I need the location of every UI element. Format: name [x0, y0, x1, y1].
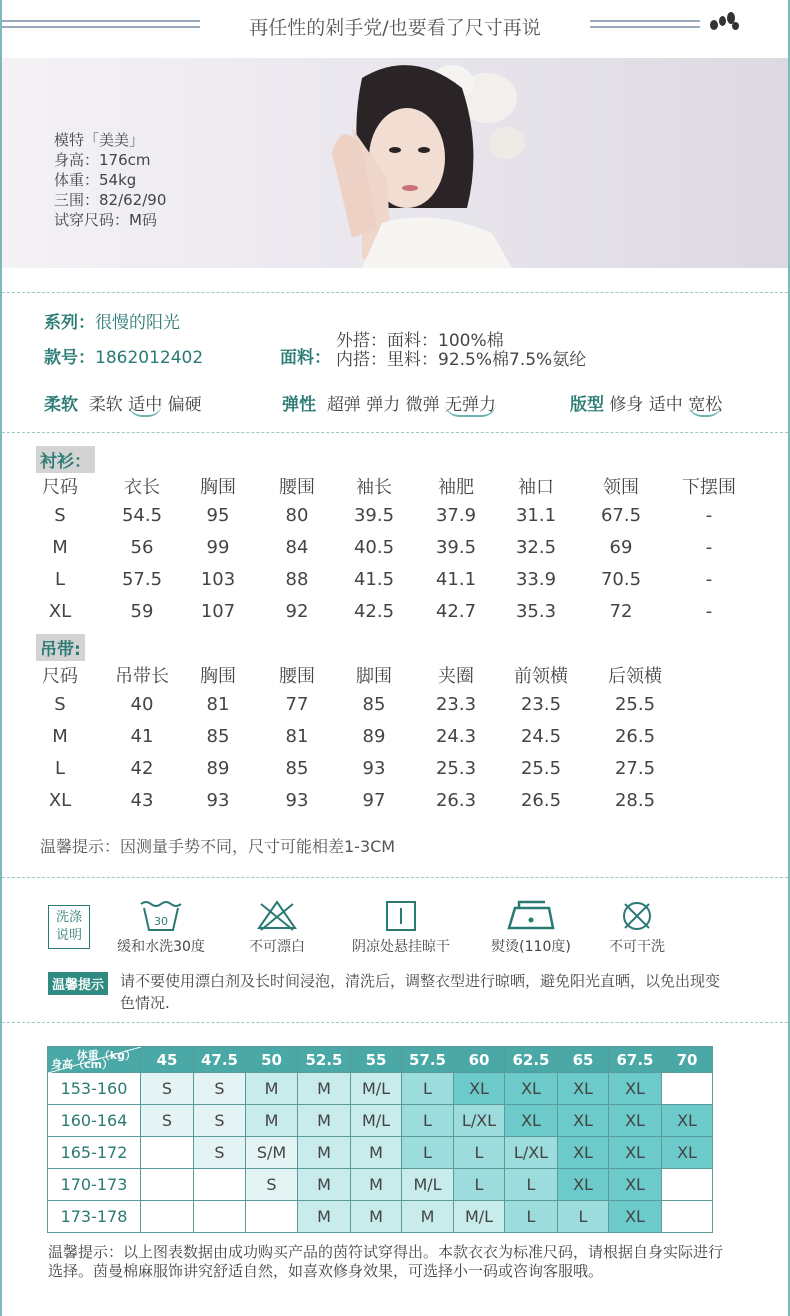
table-cell: 42.5	[353, 601, 395, 622]
table-cell: XL	[48, 790, 72, 811]
no-dry-clean-icon	[619, 898, 655, 934]
weight-header-cell: 52.5	[298, 1047, 351, 1073]
size-cell	[141, 1137, 194, 1169]
table-cell: S	[54, 694, 66, 715]
table-cell: 77	[285, 694, 309, 715]
iron-110-icon	[505, 898, 557, 934]
series-info	[44, 308, 180, 333]
size-cell: XL	[609, 1169, 662, 1201]
page-title: 再任性的剁手党/也要看了尺寸再说	[200, 13, 590, 40]
size-cell: XL	[609, 1105, 662, 1137]
softness-option: 偏硬	[167, 395, 202, 415]
table-cell: 85	[285, 758, 309, 779]
table-header-row	[0, 662, 790, 692]
brand-logo-icon	[710, 10, 740, 32]
table-cell: 41	[130, 726, 154, 747]
measure-note: 温馨提示：因测量手势不同，尺寸可能相差1-3CM	[40, 837, 396, 856]
table-cell: S	[54, 505, 66, 526]
height-cell: 173-178	[48, 1201, 141, 1233]
table-cell: 40	[130, 694, 154, 715]
table-cell: 31.1	[515, 505, 557, 526]
size-cell: L	[505, 1169, 558, 1201]
size-cell: S	[246, 1169, 298, 1201]
size-cell: M	[298, 1169, 351, 1201]
table-cell: 28.5	[614, 790, 656, 811]
series-label: 系列：	[44, 313, 95, 333]
fit-row	[570, 390, 722, 417]
table-cell: 37.9	[435, 505, 477, 526]
table-cell: 70.5	[600, 569, 642, 590]
size-cell: L	[402, 1105, 454, 1137]
size-cell: XL	[558, 1137, 609, 1169]
fabric-inner: 内搭：里料：92.5%棉7.5%氨纶	[336, 350, 587, 370]
care-tip-badge: 温馨提示	[48, 972, 108, 995]
table-cell: 41.1	[435, 569, 477, 590]
size-cell: L	[558, 1201, 609, 1233]
size-cell: XL	[505, 1105, 558, 1137]
elastic-option: 超弹	[326, 395, 361, 415]
table-cell: 26.3	[435, 790, 477, 811]
table-cell: 43	[130, 790, 154, 811]
table-header-cell: 腰围	[279, 477, 315, 498]
table-row	[48, 1137, 713, 1169]
table-header-cell: 袖长	[356, 477, 392, 498]
size-cell: S	[194, 1137, 246, 1169]
table-cell: 59	[130, 601, 154, 622]
table-cell: 54.5	[121, 505, 163, 526]
wash-item-label: 缓和水洗30度	[117, 939, 205, 955]
corner-weight-label: 体重（kg）	[76, 1049, 136, 1062]
table-row	[0, 694, 790, 724]
table-header-cell: 前领横	[514, 666, 568, 687]
hand-wash-30-icon	[139, 898, 183, 934]
weight-header-cell: 50	[246, 1047, 298, 1073]
size-cell: XL	[505, 1073, 558, 1105]
table-cell: 107	[200, 601, 236, 622]
table-cell: 25.5	[520, 758, 562, 779]
size-cell: S	[141, 1105, 194, 1137]
weight-header-cell: 55	[351, 1047, 402, 1073]
size-cell: XL	[609, 1137, 662, 1169]
model-photo	[292, 58, 552, 268]
height-cell: 153-160	[48, 1073, 141, 1105]
table-cell: 80	[285, 505, 309, 526]
table-row	[48, 1073, 713, 1105]
table-header-cell: 衣长	[124, 477, 160, 498]
size-cell: XL	[558, 1169, 609, 1201]
table-cell: 25.3	[435, 758, 477, 779]
table-cell: 93	[285, 790, 309, 811]
fabric-outer: 外搭：面料：100%棉	[336, 331, 504, 351]
table-cell: 88	[285, 569, 309, 590]
style-value: 1862012402	[95, 348, 204, 368]
table-corner	[48, 1047, 141, 1073]
page-header	[0, 0, 790, 56]
wash-item	[600, 898, 674, 956]
table-header-row	[0, 473, 790, 503]
height-cell: 165-172	[48, 1137, 141, 1169]
table-header-cell: 脚围	[356, 666, 392, 687]
table-header-cell: 袖肥	[438, 477, 474, 498]
recommend-footnote: 温馨提示：以上图表数据由成功购买产品的茵符试穿得出。本款衣衣为标准尺码，请根据自身实际进行选择。茵曼棉麻服饰讲究舒适自然，如喜欢修身效果，可选择小一码或咨询客服哦。	[48, 1243, 724, 1280]
size-cell: XL	[454, 1073, 505, 1105]
table-header-cell: 胸围	[200, 477, 236, 498]
corner-height-label: 身高（cm）	[51, 1058, 113, 1071]
care-tip-text: 请不要使用漂白剂及长时间浸泡，清洗后，调整衣型进行晾晒，避免阳光直晒，以免出现变色情况.	[120, 972, 721, 1012]
elastic-option-selected: 无弹力	[445, 390, 496, 417]
fit-option: 适中	[648, 395, 683, 415]
size-cell: M	[298, 1105, 351, 1137]
size-cell: S/M	[246, 1137, 298, 1169]
size-cell	[246, 1201, 298, 1233]
table-cell: 99	[206, 537, 230, 558]
table-cell: 95	[206, 505, 230, 526]
table-header-cell: 尺码	[42, 666, 78, 687]
size-cell: L	[402, 1073, 454, 1105]
table-cell: L	[54, 569, 66, 590]
fit-option: 修身	[609, 395, 644, 415]
size-cell: XL	[609, 1201, 662, 1233]
size-cell	[141, 1201, 194, 1233]
size-cell: M	[351, 1169, 402, 1201]
weight-header-cell: 47.5	[194, 1047, 246, 1073]
size-cell: XL	[662, 1137, 713, 1169]
elastic-option: 弹力	[366, 395, 401, 415]
table-cell: 42	[130, 758, 154, 779]
table-cell: 39.5	[353, 505, 395, 526]
table-cell: 56	[130, 537, 154, 558]
size-cell	[194, 1201, 246, 1233]
table-row	[0, 505, 790, 535]
table-row	[0, 569, 790, 599]
style-label: 款号：	[44, 348, 95, 368]
size-cell: S	[194, 1105, 246, 1137]
table-row	[0, 601, 790, 631]
table-cell: M	[52, 726, 68, 747]
table-cell: 57.5	[121, 569, 163, 590]
weight-header-cell: 45	[141, 1047, 194, 1073]
table-cell: M	[52, 537, 68, 558]
series-value: 很慢的阳光	[95, 313, 180, 333]
table-header-cell: 胸围	[200, 666, 236, 687]
size-cell: L	[402, 1137, 454, 1169]
softness-label: 柔软	[44, 395, 78, 415]
fabric-label: 面料：	[280, 348, 331, 368]
shirt-label: 衬衫：	[36, 446, 95, 473]
table-cell: 23.3	[435, 694, 477, 715]
table-cell: 103	[200, 569, 236, 590]
style-info	[44, 343, 203, 368]
table-cell: 81	[285, 726, 309, 747]
table-cell: L	[54, 758, 66, 779]
model-weight: 体重：54kg	[54, 171, 137, 189]
size-cell: XL	[558, 1105, 609, 1137]
weight-header-row	[48, 1047, 713, 1073]
table-cell: 24.5	[520, 726, 562, 747]
size-cell	[662, 1073, 713, 1105]
table-header-cell: 下摆围	[682, 477, 736, 498]
camisole-label: 吊带:	[36, 634, 85, 661]
model-height: 身高：176cm	[54, 151, 151, 169]
wash-temp-label: 30	[154, 915, 168, 928]
table-cell: 26.5	[520, 790, 562, 811]
table-cell: 93	[362, 758, 386, 779]
wash-item	[482, 898, 580, 956]
table-row	[0, 758, 790, 788]
table-cell: 27.5	[614, 758, 656, 779]
size-cell: L/XL	[505, 1137, 558, 1169]
table-header-cell: 袖口	[518, 477, 554, 498]
size-cell: XL	[558, 1073, 609, 1105]
size-cell: L	[454, 1169, 505, 1201]
elastic-option: 微弹	[405, 395, 440, 415]
line-dry-shade-icon	[383, 898, 419, 934]
table-header-cell: 尺码	[42, 477, 78, 498]
elastic-row	[282, 390, 496, 417]
model-name: 模特「美美」	[54, 131, 145, 149]
table-row	[0, 790, 790, 820]
weight-header-cell: 62.5	[505, 1047, 558, 1073]
fit-label: 版型	[570, 395, 604, 415]
table-cell: 97	[362, 790, 386, 811]
size-cell: M	[402, 1201, 454, 1233]
size-cell: L	[454, 1137, 505, 1169]
fit-option-selected: 宽松	[688, 390, 722, 417]
table-cell: 89	[206, 758, 230, 779]
table-cell: 89	[362, 726, 386, 747]
size-cell: L	[505, 1201, 558, 1233]
wash-item	[234, 898, 320, 956]
size-cell	[662, 1201, 713, 1233]
softness-row	[44, 390, 202, 417]
table-header-cell: 吊带长	[115, 666, 169, 687]
model-trial-size: 试穿尺码：M码	[54, 211, 157, 229]
table-cell: 35.3	[515, 601, 557, 622]
height-cell: 160-164	[48, 1105, 141, 1137]
table-cell: 81	[206, 694, 230, 715]
table-cell: -	[705, 537, 713, 558]
table-cell: 69	[609, 537, 633, 558]
size-cell: M	[298, 1073, 351, 1105]
table-cell: 92	[285, 601, 309, 622]
size-cell: XL	[662, 1105, 713, 1137]
weight-header-cell: 67.5	[609, 1047, 662, 1073]
table-cell: 26.5	[614, 726, 656, 747]
table-header-cell: 领围	[603, 477, 639, 498]
table-cell: -	[705, 505, 713, 526]
table-row	[48, 1105, 713, 1137]
size-cell: M/L	[351, 1073, 402, 1105]
table-cell: 84	[285, 537, 309, 558]
weight-header-cell: 65	[558, 1047, 609, 1073]
size-cell: M	[351, 1137, 402, 1169]
elastic-label: 弹性	[282, 395, 316, 415]
size-cell	[662, 1169, 713, 1201]
weight-header-cell: 57.5	[402, 1047, 454, 1073]
table-cell: 33.9	[515, 569, 557, 590]
table-cell: 85	[206, 726, 230, 747]
size-cell: M/L	[454, 1201, 505, 1233]
fabric-info	[336, 332, 586, 370]
wash-item-label: 不可漂白	[249, 939, 305, 955]
height-cell: 170-173	[48, 1169, 141, 1201]
size-cell: M/L	[402, 1169, 454, 1201]
table-cell: 32.5	[515, 537, 557, 558]
table-cell: 25.5	[614, 694, 656, 715]
size-cell: XL	[609, 1073, 662, 1105]
softness-option: 柔软	[88, 395, 123, 415]
table-row	[0, 726, 790, 756]
size-cell	[141, 1169, 194, 1201]
size-cell: S	[141, 1073, 194, 1105]
table-cell: 23.5	[520, 694, 562, 715]
table-cell: -	[705, 601, 713, 622]
table-row	[0, 537, 790, 567]
table-cell: 93	[206, 790, 230, 811]
table-cell: 41.5	[353, 569, 395, 590]
size-cell: M	[246, 1073, 298, 1105]
wash-item	[106, 898, 216, 956]
table-cell: 72	[609, 601, 633, 622]
table-header-cell: 夹圈	[438, 666, 474, 687]
size-recommendation-table	[47, 1046, 713, 1233]
no-bleach-icon	[255, 898, 299, 934]
table-cell: -	[705, 569, 713, 590]
weight-header-cell: 70	[662, 1047, 713, 1073]
table-cell: 85	[362, 694, 386, 715]
size-cell: S	[194, 1073, 246, 1105]
table-header-cell: 腰围	[279, 666, 315, 687]
model-measurements: 三围：82/62/90	[54, 191, 167, 209]
model-banner	[2, 58, 788, 268]
wash-item-label: 不可干洗	[609, 939, 665, 955]
model-info	[54, 130, 166, 230]
softness-option-selected: 适中	[128, 390, 162, 417]
wash-item-label: 熨烫(110度)	[491, 939, 571, 955]
wash-item-label: 阴凉处悬挂晾干	[352, 939, 450, 955]
size-cell: M	[246, 1105, 298, 1137]
table-header-cell: 后领横	[608, 666, 662, 687]
size-cell: M	[298, 1201, 351, 1233]
size-cell: M	[351, 1201, 402, 1233]
wash-item	[336, 898, 466, 956]
table-row	[48, 1201, 713, 1233]
table-cell: 40.5	[353, 537, 395, 558]
table-row	[48, 1169, 713, 1201]
size-cell: M	[298, 1137, 351, 1169]
size-cell	[194, 1169, 246, 1201]
wash-instructions-badge: 洗涤 说明	[48, 905, 90, 949]
weight-header-cell: 60	[454, 1047, 505, 1073]
table-cell: 39.5	[435, 537, 477, 558]
size-cell: L/XL	[454, 1105, 505, 1137]
table-cell: 24.3	[435, 726, 477, 747]
size-cell: M/L	[351, 1105, 402, 1137]
table-cell: 42.7	[435, 601, 477, 622]
table-cell: XL	[48, 601, 72, 622]
table-cell: 67.5	[600, 505, 642, 526]
